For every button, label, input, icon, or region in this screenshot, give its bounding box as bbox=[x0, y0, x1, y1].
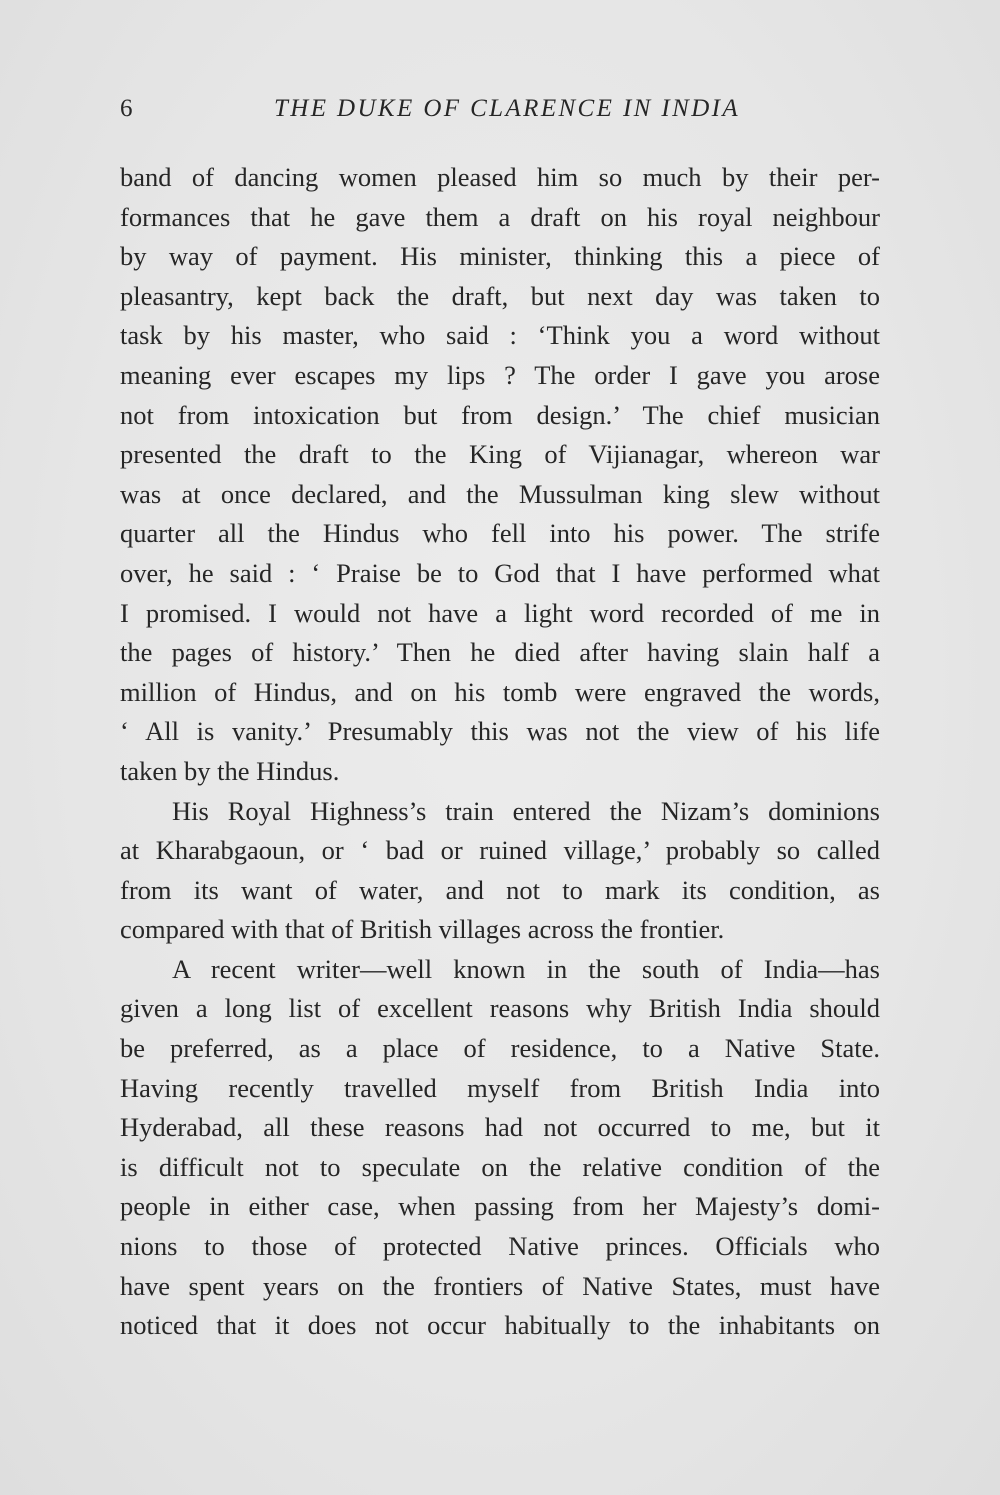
text-line: be preferred, as a place of residence, to a Native State. bbox=[120, 1033, 880, 1064]
text-line: meaning ever escapes my lips ? The order I gave you arose bbox=[120, 359, 880, 390]
text-line: nions to those of protected Native princes. Officials who bbox=[120, 1231, 880, 1262]
text-line: pleasantry, kept back the draft, but next day was taken to bbox=[120, 280, 880, 311]
text-line: by way of payment. His minister, thinking this a piece of bbox=[120, 241, 880, 272]
text-line: task by his master, who said : ‘Think you a word without bbox=[120, 320, 880, 351]
text-line: people in either case, when passing from her Majesty’s domi- bbox=[120, 1191, 880, 1222]
text-line: Having recently travelled myself from British India into bbox=[120, 1072, 880, 1103]
text-line: is difficult not to speculate on the relative condition of the bbox=[120, 1151, 880, 1182]
text-line: ‘ All is vanity.’ Presumably this was not the view of his life bbox=[120, 716, 880, 747]
text-line: was at once declared, and the Mussulman king slew without bbox=[120, 478, 880, 509]
text-line: His Royal Highness’s train entered the Nizam’s dominions bbox=[172, 795, 880, 826]
text-line: formances that he gave them a draft on his royal neighbour bbox=[120, 201, 880, 232]
text-line: I promised. I would not have a light word recorded of me in bbox=[120, 597, 880, 628]
text-line: the pages of history.’ Then he died after having slain half a bbox=[120, 637, 880, 668]
running-title: THE DUKE OF CLARENCE IN INDIA bbox=[273, 95, 741, 122]
page-number: 6 bbox=[120, 95, 133, 122]
text-line: noticed that it does not occur habitually to the inhabitants on bbox=[120, 1310, 880, 1341]
text-line: million of Hindus, and on his tomb were engraved the words, bbox=[120, 676, 880, 707]
text-line: compared with that of British villages across the frontier. bbox=[120, 914, 725, 945]
text-line: not from intoxication but from design.’ The chief musician bbox=[120, 399, 880, 430]
text-line: taken by the Hindus. bbox=[120, 755, 340, 786]
text-line: band of dancing women pleased him so much by their per- bbox=[120, 162, 880, 192]
text-line: presented the draft to the King of Vijianagar, whereon war bbox=[120, 439, 880, 470]
running-head bbox=[120, 92, 880, 126]
text-line: over, he said : ‘ Praise be to God that I have performed what bbox=[120, 557, 880, 588]
text-line: have spent years on the frontiers of Native States, must have bbox=[120, 1270, 880, 1301]
text-line: from its want of water, and not to mark its condition, as bbox=[120, 874, 880, 905]
text-line: given a long list of excellent reasons why British India should bbox=[120, 993, 880, 1024]
body-text bbox=[120, 158, 880, 1346]
text-line: at Kharabgaoun, or ‘ bad or ruined village,’ probably so called bbox=[120, 835, 880, 866]
text-line: Hyderabad, all these reasons had not occurred to me, but it bbox=[120, 1112, 880, 1143]
text-line: quarter all the Hindus who fell into his power. The strife bbox=[120, 518, 880, 549]
text-line: A recent writer—well known in the south of India—has bbox=[172, 953, 880, 984]
